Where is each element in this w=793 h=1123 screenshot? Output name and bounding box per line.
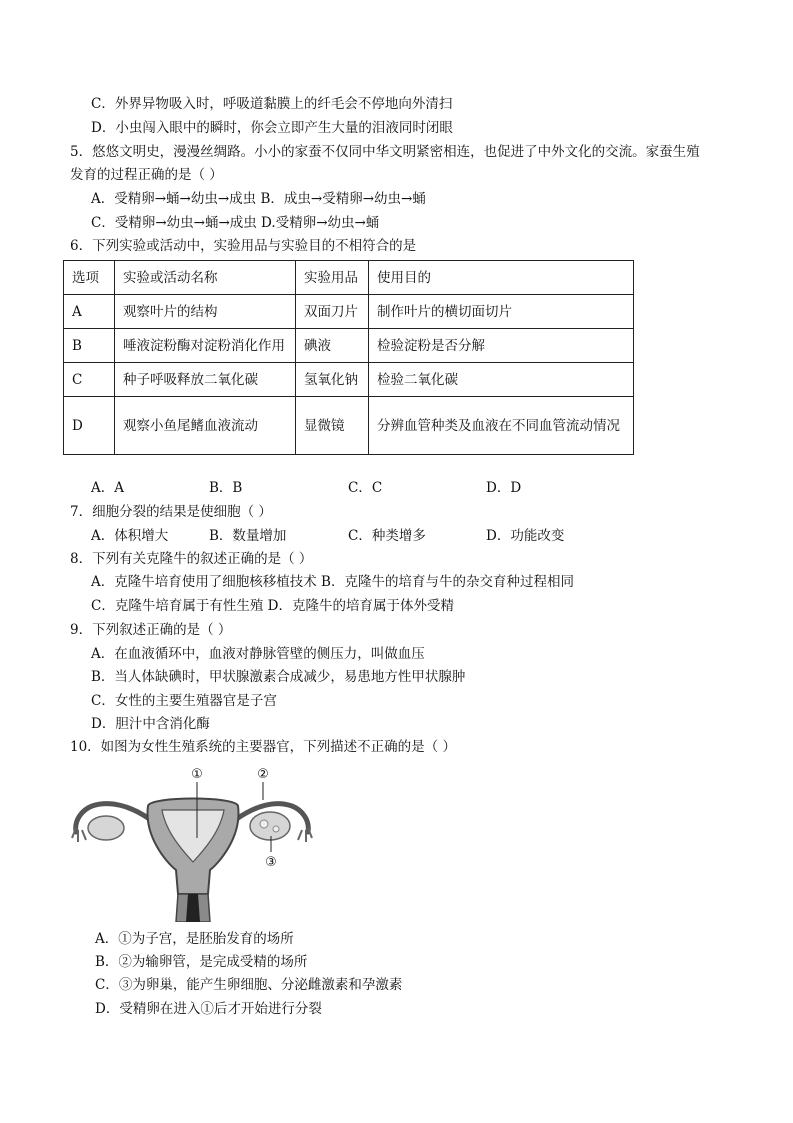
q9-option-b: B．当人体缺碘时，甲状腺激素合成减少，易患地方性甲状腺肿 [91,669,466,685]
left-ovary [88,816,124,840]
right-ovary [250,812,290,840]
female-reproductive-system-figure [70,766,316,922]
cell-material: 双面刀片 [296,295,369,329]
q10-option-b: B．②为输卵管，是完成受精的场所 [95,954,308,970]
label-3: ③ [265,855,277,870]
table-row [64,363,634,397]
q8-options-ab: A．克隆牛培育使用了细胞核移植技术 B．克隆牛的培育与牛的杂交育种过程相同 [91,574,574,590]
q10-option-d: D．受精卵在进入①后才开始进行分裂 [95,1001,322,1017]
q9-stem: 9．下列叙述正确的是（ ） [70,622,232,638]
cell-option: D [64,397,115,455]
cell-purpose: 分辨血管种类及血液在不同血管流动情况 [369,397,634,455]
q10-option-c: C．③为卵巢，能产生卵细胞、分泌雌激素和孕激素 [95,977,403,993]
cell-activity: 观察小鱼尾鳍血液流动 [115,397,296,455]
q6-option-b: B．B [209,480,243,496]
cell-activity: 唾液淀粉酶对淀粉消化作用 [115,329,296,363]
q6-stem: 6．下列实验或活动中，实验用品与实验目的不相符合的是 [70,238,417,254]
cell-option: C [64,363,115,397]
table-row [64,329,634,363]
q7-option-d: D．功能改变 [486,528,565,544]
q7-stem: 7．细胞分裂的结果是使细胞（ ） [70,504,272,520]
q6-option-d: D．D [486,480,522,496]
q7-option-c: C．种类增多 [348,528,426,544]
q10-stem: 10．如图为女性生殖系统的主要器官，下列描述不正确的是（ ） [70,739,456,755]
q5-options-cd: C．受精卵→幼虫→蛹→成虫 D.受精卵→幼虫→蛹 [91,215,380,231]
q6-option-c: C．C [348,480,383,496]
cell-material: 氢氧化钠 [296,363,369,397]
table-row [64,295,634,329]
q10-option-a: A．①为子宫，是胚胎发育的场所 [95,931,294,947]
q8-stem: 8．下列有关克隆牛的叙述正确的是（ ） [70,551,313,567]
header-purpose: 使用目的 [369,261,634,295]
q9-option-a: A．在血液循环中，血液对静脉管壁的侧压力，叫做血压 [91,646,425,662]
table-header-row [64,261,634,295]
cell-option: A [64,295,115,329]
q9-option-c: C．女性的主要生殖器官是子宫 [91,693,277,709]
q8-options-cd: C．克隆牛培育属于有性生殖 D．克隆牛的培育属于体外受精 [91,598,454,614]
q5-stem-line2: 发育的过程正确的是（ ） [70,167,223,183]
experiment-table [63,260,634,455]
q4-option-d: D．小虫闯入眼中的瞬时，你会立即产生大量的泪液同时闭眼 [91,120,453,136]
table-row [64,397,634,455]
q5-options-ab: A．受精卵→蛹→幼虫→成虫 B．成虫→受精卵→幼虫→蛹 [91,191,426,207]
q6-option-a: A．A [91,480,124,496]
header-activity: 实验或活动名称 [115,261,296,295]
q9-option-d: D．胆汁中含消化酶 [91,716,210,732]
cell-purpose: 制作叶片的横切面切片 [369,295,634,329]
cell-material: 显微镜 [296,397,369,455]
q7-option-a: A．体积增大 [91,528,169,544]
cell-activity: 观察叶片的结构 [115,295,296,329]
header-option: 选项 [64,261,115,295]
q5-stem-line1: 5．悠悠文明史，漫漫丝绸路。小小的家蚕不仅同中华文明紧密相连，也促进了中外文化的交流。家蚕生殖 [70,144,700,160]
q4-option-c: C．外界异物吸入时，呼吸道黏膜上的纤毛会不停地向外清扫 [91,96,453,112]
cell-purpose: 检验淀粉是否分解 [369,329,634,363]
cell-activity: 种子呼吸释放二氧化碳 [115,363,296,397]
header-material: 实验用品 [296,261,369,295]
cell-purpose: 检验二氧化碳 [369,363,634,397]
label-2: ② [257,767,269,782]
q7-option-b: B．数量增加 [209,528,287,544]
cell-material: 碘液 [296,329,369,363]
cell-option: B [64,329,115,363]
label-1: ① [191,767,203,782]
